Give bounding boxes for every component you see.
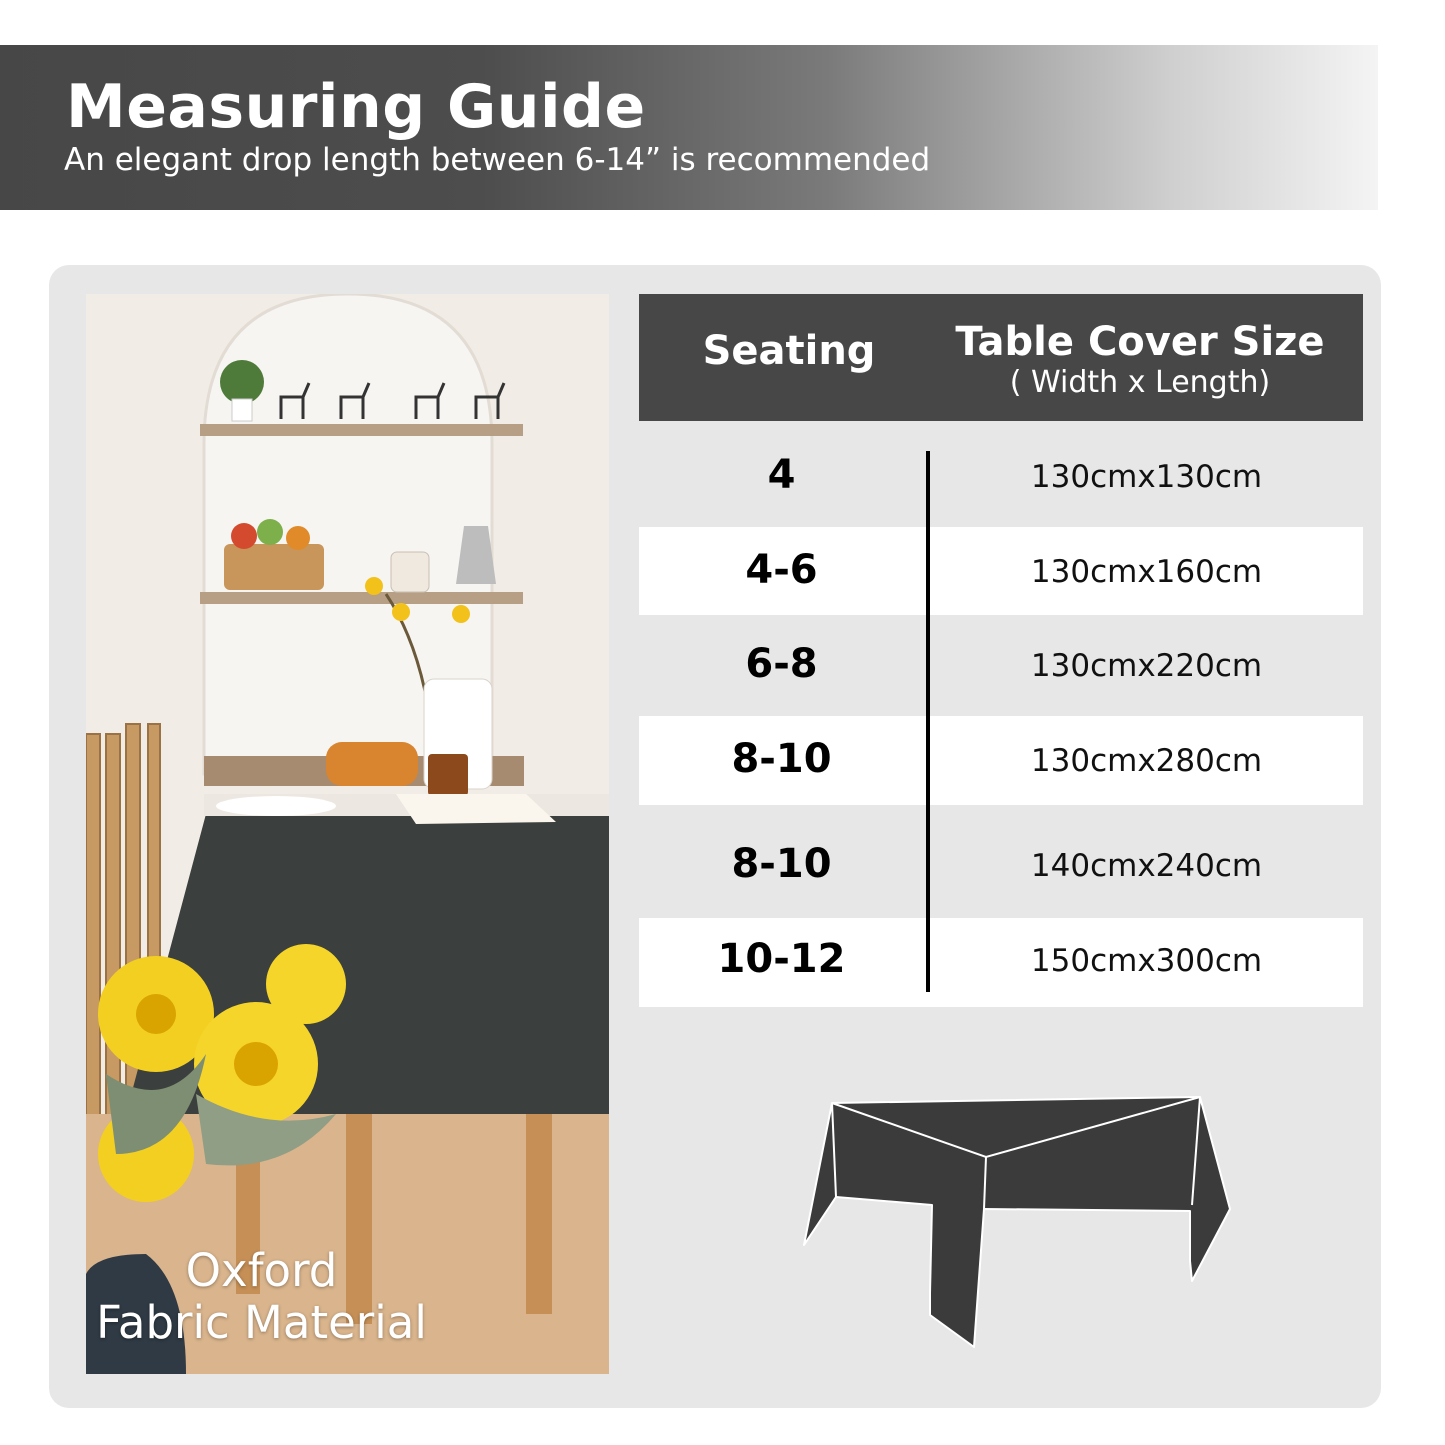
column-header-seating: Seating (702, 328, 876, 374)
page-title: Measuring Guide (66, 72, 646, 142)
table-row-seating: 6-8 (745, 641, 818, 687)
column-header-size-title: Table Cover Size (955, 319, 1325, 365)
caption-line-2: Fabric Material (96, 1296, 427, 1349)
table-row-seating: 4-6 (745, 547, 818, 593)
table-row-size: 130cmx130cm (1030, 459, 1263, 495)
table-row-size: 130cmx160cm (1030, 554, 1263, 590)
table-row-size: 150cmx300cm (1030, 943, 1263, 979)
tablecloth-illustration (798, 1085, 1238, 1355)
table-row-seating: 8-10 (731, 736, 832, 782)
table-row-size: 140cmx240cm (1030, 848, 1263, 884)
product-photo (86, 294, 609, 1374)
table-row-size: 130cmx220cm (1030, 648, 1263, 684)
table-row-seating: 8-10 (731, 841, 832, 887)
table-row-size: 130cmx280cm (1030, 743, 1263, 779)
fabric-caption (0, 1245, 523, 1349)
table-row-seating: 10-12 (717, 936, 846, 982)
column-divider (926, 451, 930, 992)
column-header-size-subtitle: ( Width x Length) (1009, 365, 1271, 400)
column-header-size (930, 318, 1350, 400)
dining-room-illustration (86, 294, 609, 1374)
page-subtitle: An elegant drop length between 6-14” is recommended (64, 142, 931, 178)
caption-line-1: Oxford (185, 1244, 338, 1297)
table-row-seating: 4 (767, 452, 796, 498)
